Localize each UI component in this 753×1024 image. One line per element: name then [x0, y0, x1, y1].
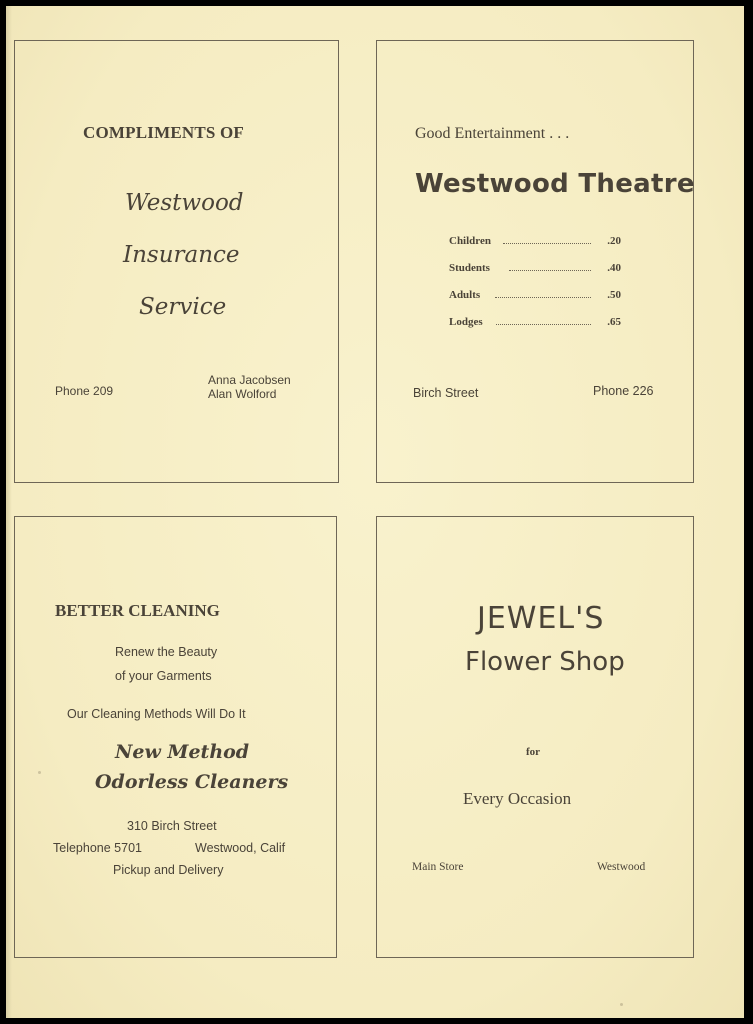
- for-label: for: [526, 746, 541, 758]
- dot-leader: [509, 270, 591, 271]
- shop-name: JEWEL'S: [477, 601, 605, 636]
- theatre-name: Westwood Theatre: [415, 169, 695, 199]
- ad-new-method-cleaners: [14, 516, 337, 958]
- ad-heading: COMPLIMENTS OF: [83, 123, 244, 142]
- dot-leader: [495, 297, 591, 298]
- price-row: [449, 235, 621, 249]
- phone-number: Phone 209: [55, 384, 114, 398]
- telephone-number: Telephone 5701: [53, 841, 142, 855]
- company-name-line-1: Westwood: [125, 190, 244, 216]
- page-edge-shadow: [6, 6, 12, 1018]
- agent-name-1: Anna Jacobsen: [208, 373, 291, 387]
- slogan-line-1: Renew the Beauty: [115, 645, 218, 659]
- service-note: Pickup and Delivery: [113, 863, 224, 877]
- slogan-line-2: of your Garments: [115, 669, 212, 683]
- phone-number: Phone 226: [593, 384, 654, 398]
- price-row: [449, 289, 621, 303]
- price-label: Adults: [449, 289, 481, 301]
- street-address: Birch Street: [413, 386, 479, 400]
- ad-jewels-flower-shop: [376, 516, 694, 958]
- store-location: Westwood: [597, 861, 646, 873]
- price-value: .65: [607, 316, 621, 328]
- price-label: Lodges: [449, 316, 483, 328]
- dot-leader: [503, 243, 591, 244]
- ad-westwood-insurance: [14, 40, 339, 483]
- paper-speck: [38, 771, 41, 774]
- company-name-line-2: Insurance: [123, 242, 240, 268]
- price-value: .20: [607, 235, 621, 247]
- ad-westwood-theatre: [376, 40, 694, 483]
- business-name-line-2: Odorless Cleaners: [95, 771, 289, 793]
- price-value: .50: [607, 289, 621, 301]
- ad-tagline: Good Entertainment . . .: [415, 125, 570, 142]
- paper-speck: [620, 1003, 623, 1006]
- price-row: [449, 262, 621, 276]
- price-row: [449, 316, 621, 330]
- street-address: 310 Birch Street: [127, 819, 217, 833]
- main-store-label: Main Store: [412, 861, 464, 873]
- price-label: Students: [449, 262, 490, 274]
- price-value: .40: [607, 262, 621, 274]
- occasion-line: Every Occasion: [463, 789, 572, 808]
- shop-type: Flower Shop: [465, 647, 625, 677]
- ad-heading: BETTER CLEANING: [55, 601, 220, 620]
- business-name-line-1: New Method: [115, 741, 250, 763]
- dot-leader: [496, 324, 591, 325]
- company-name-line-3: Service: [139, 294, 227, 320]
- agent-name-2: Alan Wolford: [208, 387, 277, 401]
- city: Westwood, Calif: [195, 841, 286, 855]
- price-label: Children: [449, 235, 491, 247]
- slogan-line-3: Our Cleaning Methods Will Do It: [67, 707, 246, 721]
